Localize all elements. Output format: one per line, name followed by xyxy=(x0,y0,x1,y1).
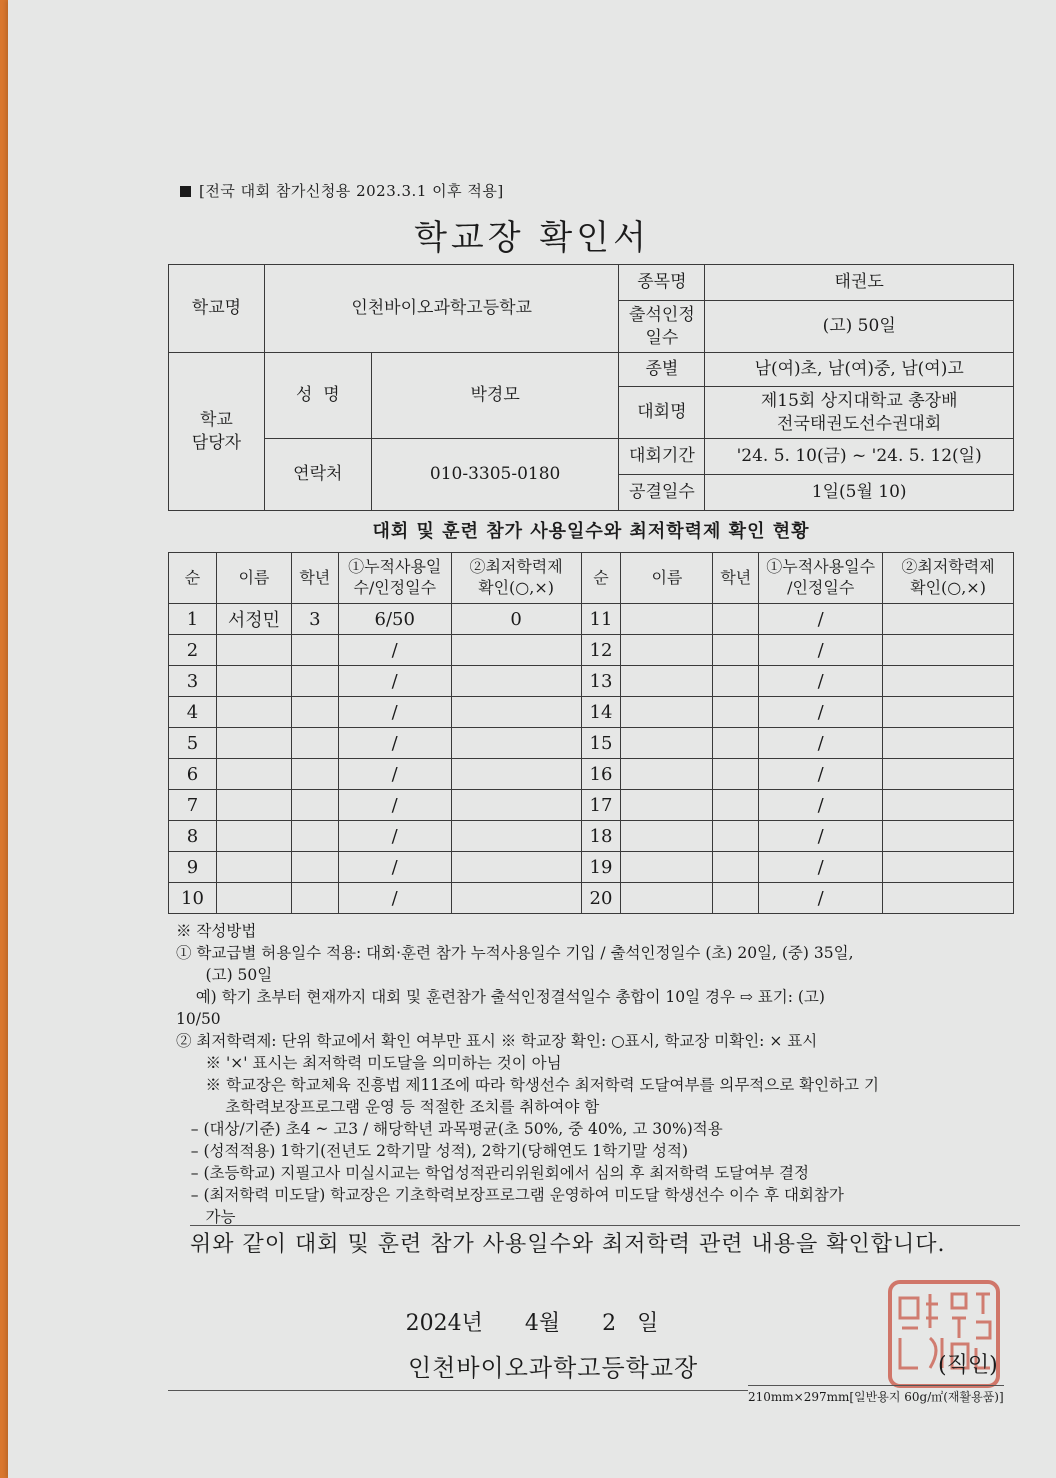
instruction-line: ① 학교급별 허용일수 적용: 대회·훈련 참가 누적사용일수 기입 / 출석인정일수 (초) 20일, (중) 35일, xyxy=(176,944,854,962)
roster-grade xyxy=(291,821,338,852)
roster-grade xyxy=(291,759,338,790)
instruction-line: ※ '×' 표시는 최저학력 미도달을 의미하는 것이 아님 xyxy=(176,1054,562,1072)
roster-days-2: / xyxy=(759,790,883,821)
table-row xyxy=(169,852,1014,883)
instruction-line: – (최저학력 미도달) 학교장은 기초학력보장프로그램 운영하여 미도달 학생선수 이수 후 대회참가 xyxy=(176,1186,844,1204)
table-row xyxy=(169,790,1014,821)
info-table xyxy=(168,264,1014,511)
roster-days: / xyxy=(338,790,451,821)
roster-no: 7 xyxy=(169,790,217,821)
roster-days-2: / xyxy=(759,821,883,852)
roster-days: / xyxy=(338,635,451,666)
instruction-line: 가능 xyxy=(176,1208,236,1226)
roster-check-2 xyxy=(883,852,1014,883)
roster-check-2 xyxy=(883,790,1014,821)
roster-name-2 xyxy=(621,697,713,728)
roster-check xyxy=(451,697,581,728)
roster-no-2: 18 xyxy=(581,821,621,852)
roster-check xyxy=(451,883,581,914)
roster-grade-2 xyxy=(713,883,759,914)
header-grade-2: 학년 xyxy=(713,553,759,604)
roster-no-2: 20 xyxy=(581,883,621,914)
roster-check xyxy=(451,852,581,883)
roster-grade-2 xyxy=(713,666,759,697)
roster-name-2 xyxy=(621,883,713,914)
roster-name xyxy=(216,883,291,914)
table-row xyxy=(169,635,1014,666)
header-days2-line2: /인정일수 xyxy=(787,578,855,597)
roster-no-2: 16 xyxy=(581,759,621,790)
roster-name-2 xyxy=(621,666,713,697)
roster-name-2 xyxy=(621,604,713,635)
attend-label: 출석인정 일수 xyxy=(619,301,705,353)
header-check-line2: 확인(○,×) xyxy=(478,578,554,597)
roster-days: 6/50 xyxy=(338,604,451,635)
staff-label-line1: 학교 xyxy=(200,409,233,430)
roster-grade xyxy=(291,852,338,883)
roster-grade xyxy=(291,635,338,666)
roster-no-2: 12 xyxy=(581,635,621,666)
roster-check-2 xyxy=(883,821,1014,852)
header-name: 이름 xyxy=(216,553,291,604)
header-days2-line1: ①누적사용일수 xyxy=(766,557,876,577)
instruction-line: 초학력보장프로그램 운영 등 적절한 조치를 취하여야 함 xyxy=(176,1098,600,1116)
roster-no-2: 15 xyxy=(581,728,621,759)
roster-grade-2 xyxy=(713,635,759,666)
paper-spec: 210mm×297mm[일반용지 60g/㎡(재활용품)] xyxy=(748,1385,1004,1405)
staff-name-label: 성 명 xyxy=(264,353,371,439)
roster-no: 5 xyxy=(169,728,217,759)
document-title: 학교장 확인서 xyxy=(414,218,650,258)
roster-check xyxy=(451,635,581,666)
header-days xyxy=(338,553,451,604)
roster-check-2 xyxy=(883,635,1014,666)
header-name-2: 이름 xyxy=(621,553,713,604)
roster-name xyxy=(216,697,291,728)
roster-grade-2 xyxy=(713,790,759,821)
issue-date: 2024년 4월 2 일 xyxy=(405,1311,659,1336)
contact-label: 연락처 xyxy=(264,439,371,511)
roster-check-2 xyxy=(883,697,1014,728)
roster-days-2: / xyxy=(759,883,883,914)
header-check-2 xyxy=(883,553,1014,604)
notice-text: [전국 대회 참가신청용 2023.3.1 이후 적용] xyxy=(199,182,504,200)
roster-name-2 xyxy=(621,852,713,883)
roster-grade-2 xyxy=(713,759,759,790)
event-name-value xyxy=(705,387,1014,439)
roster-days: / xyxy=(338,697,451,728)
header-check-line1: ②최저학력제 xyxy=(469,557,563,577)
roster-check xyxy=(451,790,581,821)
roster-grade-2 xyxy=(713,852,759,883)
roster-name-2 xyxy=(621,635,713,666)
roster-days-2: / xyxy=(759,728,883,759)
roster-days-2: / xyxy=(759,635,883,666)
staff-name: 박경모 xyxy=(371,353,619,439)
absence-label: 공결일수 xyxy=(619,475,705,511)
roster-check-2 xyxy=(883,759,1014,790)
roster-name-2 xyxy=(621,821,713,852)
roster-days: / xyxy=(338,852,451,883)
roster-grade xyxy=(291,697,338,728)
period-label: 대회기간 xyxy=(619,439,705,475)
roster-days: / xyxy=(338,728,451,759)
roster-days: / xyxy=(338,666,451,697)
bottom-rule xyxy=(168,1390,748,1391)
roster-name xyxy=(216,666,291,697)
table-row xyxy=(169,883,1014,914)
roster-check xyxy=(451,666,581,697)
header-no: 순 xyxy=(169,553,217,604)
roster-name xyxy=(216,852,291,883)
sport-value: 태권도 xyxy=(705,265,1014,301)
instruction-line: ※ 작성방법 xyxy=(176,922,257,940)
roster-body xyxy=(169,604,1014,914)
school-label: 학교명 xyxy=(169,265,265,353)
event-name-label: 대회명 xyxy=(619,387,705,439)
roster-no-2: 13 xyxy=(581,666,621,697)
roster-check: 0 xyxy=(451,604,581,635)
absence-value: 1일(5월 10) xyxy=(705,475,1014,511)
roster-no: 1 xyxy=(169,604,217,635)
confirmation-statement: 위와 같이 대회 및 훈련 참가 사용일수와 최저학력 관련 내용을 확인합니다. xyxy=(190,1225,1020,1264)
roster-check-2 xyxy=(883,604,1014,635)
roster-days: / xyxy=(338,883,451,914)
roster-no: 3 xyxy=(169,666,217,697)
period-value: '24. 5. 10(금) ~ '24. 5. 12(일) xyxy=(705,439,1014,475)
instruction-line: 10/50 xyxy=(176,1010,221,1028)
roster-days-2: / xyxy=(759,697,883,728)
header-days-line2: 수/인정일수 xyxy=(353,578,437,597)
roster-name: 서정민 xyxy=(216,604,291,635)
instruction-line: – (성적적용) 1학기(전년도 2학기말 성적), 2학기(당해연도 1학기말 성적) xyxy=(176,1142,689,1160)
roster-no: 6 xyxy=(169,759,217,790)
roster-check xyxy=(451,759,581,790)
table-row xyxy=(169,821,1014,852)
header-days-2 xyxy=(759,553,883,604)
table-row xyxy=(169,666,1014,697)
roster-no: 2 xyxy=(169,635,217,666)
roster-name xyxy=(216,635,291,666)
roster-days-2: / xyxy=(759,604,883,635)
roster-no-2: 17 xyxy=(581,790,621,821)
roster-no: 10 xyxy=(169,883,217,914)
roster-name xyxy=(216,728,291,759)
table-row xyxy=(169,759,1014,790)
roster-grade-2 xyxy=(713,697,759,728)
roster-check-2 xyxy=(883,728,1014,759)
instruction-line: – (대상/기준) 초4 ~ 고3 / 해당학년 과목평균(초 50%, 중 40%, 고 30%)적용 xyxy=(176,1120,723,1138)
category-value: 남(여)초, 남(여)중, 남(여)고 xyxy=(705,353,1014,387)
header-check xyxy=(451,553,581,604)
document-page xyxy=(8,0,1056,1478)
roster-name xyxy=(216,790,291,821)
roster-name xyxy=(216,821,291,852)
roster-days-2: / xyxy=(759,852,883,883)
table-row xyxy=(169,728,1014,759)
roster-name xyxy=(216,759,291,790)
roster-grade-2 xyxy=(713,821,759,852)
writing-instructions xyxy=(176,920,1026,1228)
event-name-line1: 제15회 상지대학교 총장배 xyxy=(760,390,958,411)
roster-days: / xyxy=(338,821,451,852)
instruction-line: (고) 50일 xyxy=(176,966,273,984)
roster-name-2 xyxy=(621,728,713,759)
roster-no-2: 11 xyxy=(581,604,621,635)
instruction-line: 예) 학기 초부터 현재까지 대회 및 훈련참가 출석인정결석일수 총합이 10일 경우 ⇨ 표기: (고) xyxy=(176,988,825,1006)
roster-no: 9 xyxy=(169,852,217,883)
roster-check-2 xyxy=(883,883,1014,914)
roster-grade xyxy=(291,728,338,759)
school-name: 인천바이오과학고등학교 xyxy=(264,265,619,353)
attend-value: (고) 50일 xyxy=(705,301,1014,353)
instruction-line: ② 최저학력제: 단위 학교에서 확인 여부만 표시 ※ 학교장 확인: ○표시, 학교장 미확인: × 표시 xyxy=(176,1032,818,1050)
roster-name-2 xyxy=(621,759,713,790)
staff-label-line2: 담당자 xyxy=(191,432,242,453)
header-check2-line1: ②최저학력제 xyxy=(901,557,995,577)
roster-grade-2 xyxy=(713,604,759,635)
staff-label xyxy=(169,353,265,511)
header-no-2: 순 xyxy=(581,553,621,604)
roster-name-2 xyxy=(621,790,713,821)
instruction-line: – (초등학교) 지필고사 미실시교는 학업성적관리위원회에서 심의 후 최저학력 도달여부 결정 xyxy=(176,1164,809,1182)
roster-no: 8 xyxy=(169,821,217,852)
roster-grade xyxy=(291,790,338,821)
contact-value: 010-3305-0180 xyxy=(371,439,619,511)
roster-table xyxy=(168,552,1014,914)
roster-check xyxy=(451,728,581,759)
square-bullet-icon xyxy=(180,186,191,197)
header-grade: 학년 xyxy=(291,553,338,604)
header-check2-line2: 확인(○,×) xyxy=(910,578,986,597)
instruction-line: ※ 학교장은 학교체육 진흥법 제11조에 따라 학생선수 최저학력 도달여부를 의무적으로 확인하고 기 xyxy=(176,1076,879,1094)
roster-no-2: 19 xyxy=(581,852,621,883)
principal-title: 인천바이오과학고등학교장 xyxy=(408,1354,699,1382)
roster-grade: 3 xyxy=(291,604,338,635)
table-row xyxy=(169,604,1014,635)
category-label: 종별 xyxy=(619,353,705,387)
roster-days-2: / xyxy=(759,759,883,790)
roster-days: / xyxy=(338,759,451,790)
roster-check-2 xyxy=(883,666,1014,697)
roster-grade xyxy=(291,666,338,697)
event-name-line2: 전국태권도선수권대회 xyxy=(777,413,942,434)
section-title: 대회 및 훈련 참가 사용일수와 최저학력제 확인 현황 xyxy=(372,521,810,542)
roster-grade xyxy=(291,883,338,914)
roster-grade-2 xyxy=(713,728,759,759)
notice-line xyxy=(180,180,504,201)
sport-label: 종목명 xyxy=(619,265,705,301)
header-days-line1: ①누적사용일 xyxy=(348,557,442,577)
roster-no: 4 xyxy=(169,697,217,728)
roster-days-2: / xyxy=(759,666,883,697)
table-row xyxy=(169,697,1014,728)
roster-check xyxy=(451,821,581,852)
seal-label: (직인) xyxy=(938,1353,998,1378)
roster-no-2: 14 xyxy=(581,697,621,728)
